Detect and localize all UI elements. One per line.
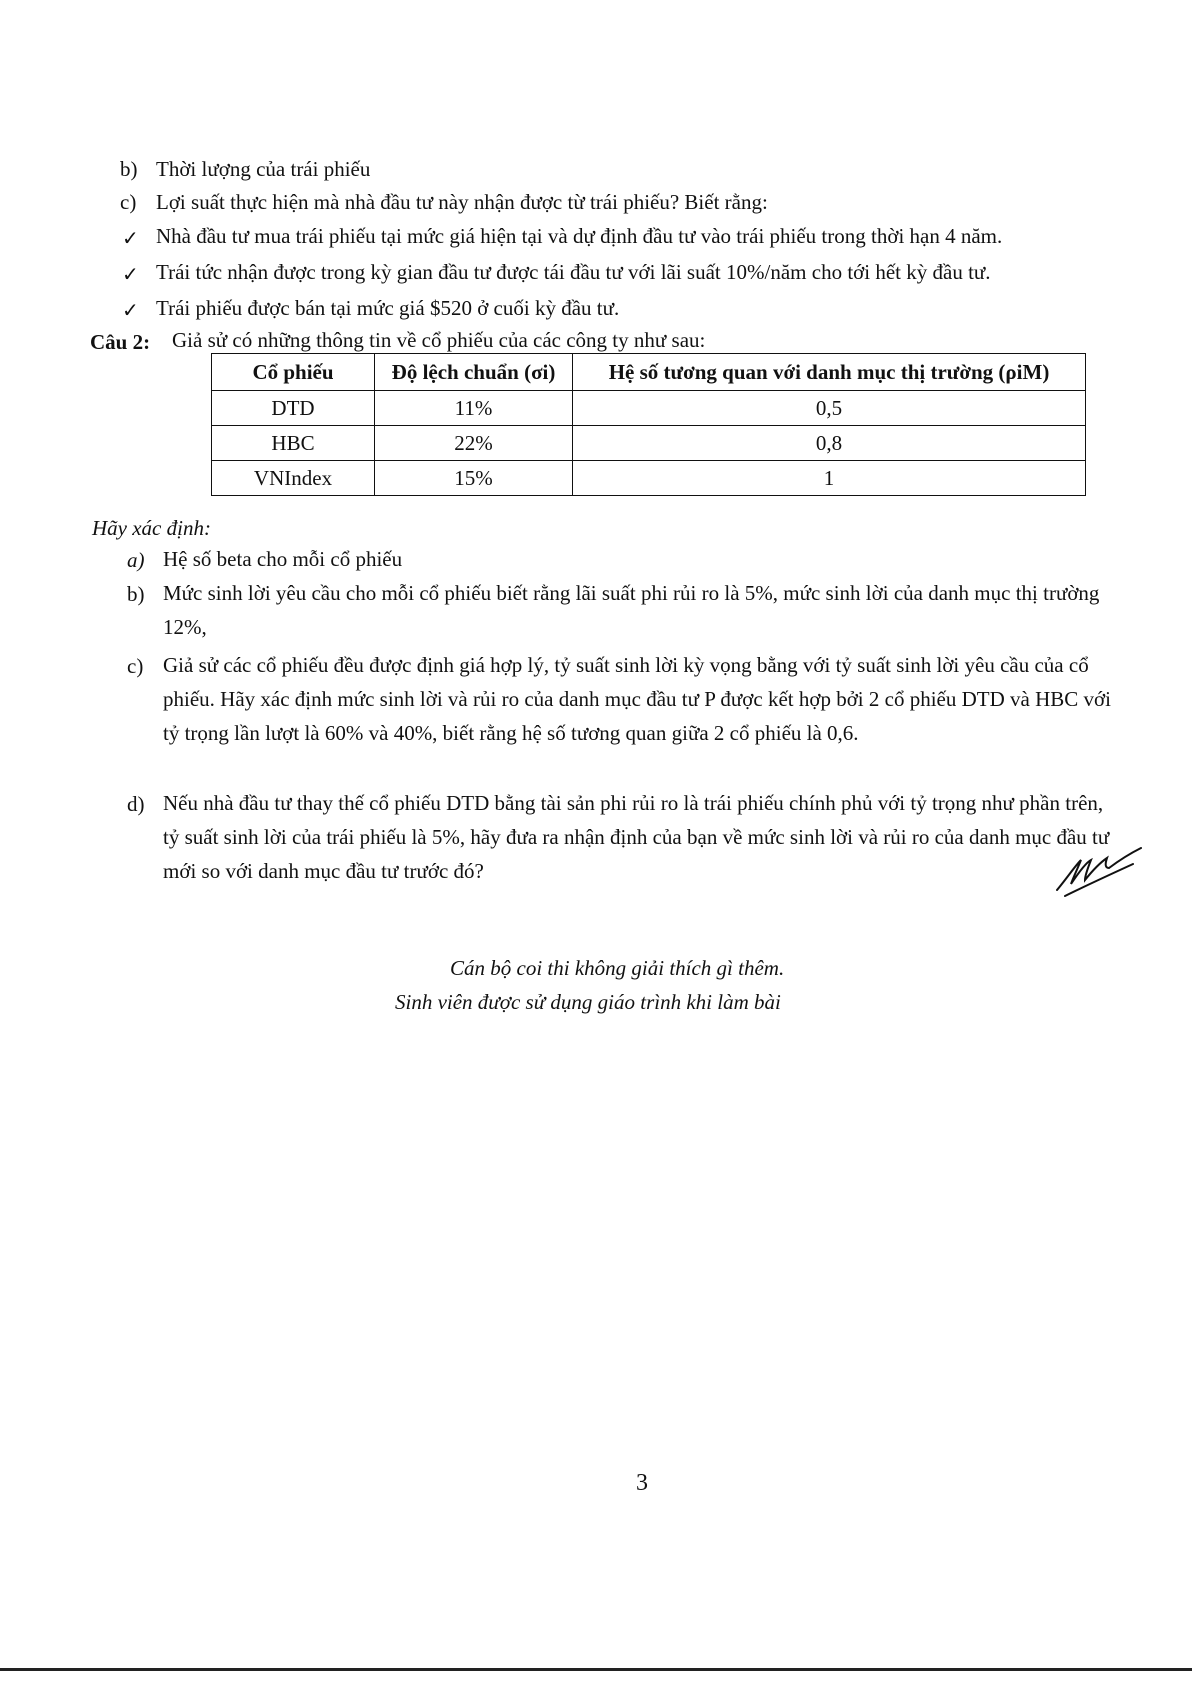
page-number: 3 — [636, 1470, 648, 1496]
q2-item-b-text: Mức sinh lời yêu cầu cho mỗi cổ phiếu biết rằng lãi suất phi rủi ro là 5%, mức sinh lời của danh mục thị trường 12%, — [163, 581, 1100, 639]
table-header-row — [212, 354, 1086, 391]
q2-item-a-text: Hệ số beta cho mỗi cổ phiếu — [163, 547, 403, 571]
table-cell: VNIndex — [212, 461, 375, 496]
check-icon: ✓ — [122, 298, 139, 322]
q2-item-d-marker: d) — [127, 792, 145, 816]
table-cell: 0,8 — [573, 426, 1086, 461]
q2-item-c-marker: c) — [127, 654, 144, 678]
table-cell: DTD — [212, 391, 375, 426]
table-cell: 22% — [375, 426, 573, 461]
q2-item-b-marker: b) — [127, 582, 145, 606]
table-header-std: Độ lệch chuẩn (σi) — [375, 354, 573, 391]
check-icon: ✓ — [122, 226, 139, 250]
table-row — [212, 426, 1086, 461]
signature-mark — [1055, 838, 1155, 898]
item-c-text: Lợi suất thực hiện mà nhà đầu tư này nhận được từ trái phiếu? Biết rằng: — [156, 190, 768, 214]
check-icon: ✓ — [122, 262, 139, 286]
check-item-3: Trái phiếu được bán tại mức giá $520 ở cuối kỳ đầu tư. — [156, 296, 620, 320]
q2-item-a-marker: a) — [127, 548, 145, 572]
item-b-marker: b) — [120, 157, 138, 181]
table-cell: HBC — [212, 426, 375, 461]
determine-label: Hãy xác định: — [92, 516, 211, 540]
check-item-2: Trái tức nhận được trong kỳ gian đầu tư được tái đầu tư với lãi suất 10%/năm cho tới hết kỳ đầu tư. — [156, 260, 991, 284]
table-row — [212, 461, 1086, 496]
footer-note-1: Cán bộ coi thi không giải thích gì thêm. — [450, 956, 785, 980]
table-cell: 15% — [375, 461, 573, 496]
table-cell: 1 — [573, 461, 1086, 496]
item-b-text: Thời lượng của trái phiếu — [156, 157, 371, 181]
footer-note-2: Sinh viên được sử dụng giáo trình khi làm bài — [395, 990, 781, 1014]
item-c-marker: c) — [120, 190, 137, 214]
question-2-intro: Giả sử có những thông tin về cổ phiếu của các công ty như sau: — [172, 328, 706, 352]
check-item-1: Nhà đầu tư mua trái phiếu tại mức giá hiện tại và dự định đầu tư vào trái phiếu trong thời hạn 4 năm. — [156, 224, 1003, 248]
q2-item-c-text: Giả sử các cổ phiếu đều được định giá hợp lý, tỷ suất sinh lời kỳ vọng bằng với tỷ suất sinh lời yêu cầu của cổ phiếu. Hãy xác định mức sinh lời và rủi ro của danh mục đầu tư P được kết hợp bởi 2 cổ phiếu DTD và HBC với tỷ trọng lần lượt là 60% và 40%, biết rằng hệ số tương quan giữa 2 cổ phiếu là 0,6. — [163, 653, 1111, 745]
q2-item-d-text: Nếu nhà đầu tư thay thế cổ phiếu DTD bằng tài sản phi rủi ro là trái phiếu chính phủ với tỷ trọng như phần trên, tỷ suất sinh lời của trái phiếu là 5%, hãy đưa ra nhận định của bạn về mức sinh lời và rủi ro của danh mục đầu tư mới so với danh mục đầu tư trước đó? — [163, 791, 1110, 883]
table-row — [212, 391, 1086, 426]
table-cell: 0,5 — [573, 391, 1086, 426]
table-cell: 11% — [375, 391, 573, 426]
question-2-label: Câu 2: — [90, 330, 151, 354]
bottom-rule — [0, 1668, 1192, 1671]
table-header-stock: Cổ phiếu — [212, 354, 375, 391]
stock-table — [211, 353, 1086, 496]
table-header-corr: Hệ số tương quan với danh mục thị trường (ρiM) — [573, 354, 1086, 391]
